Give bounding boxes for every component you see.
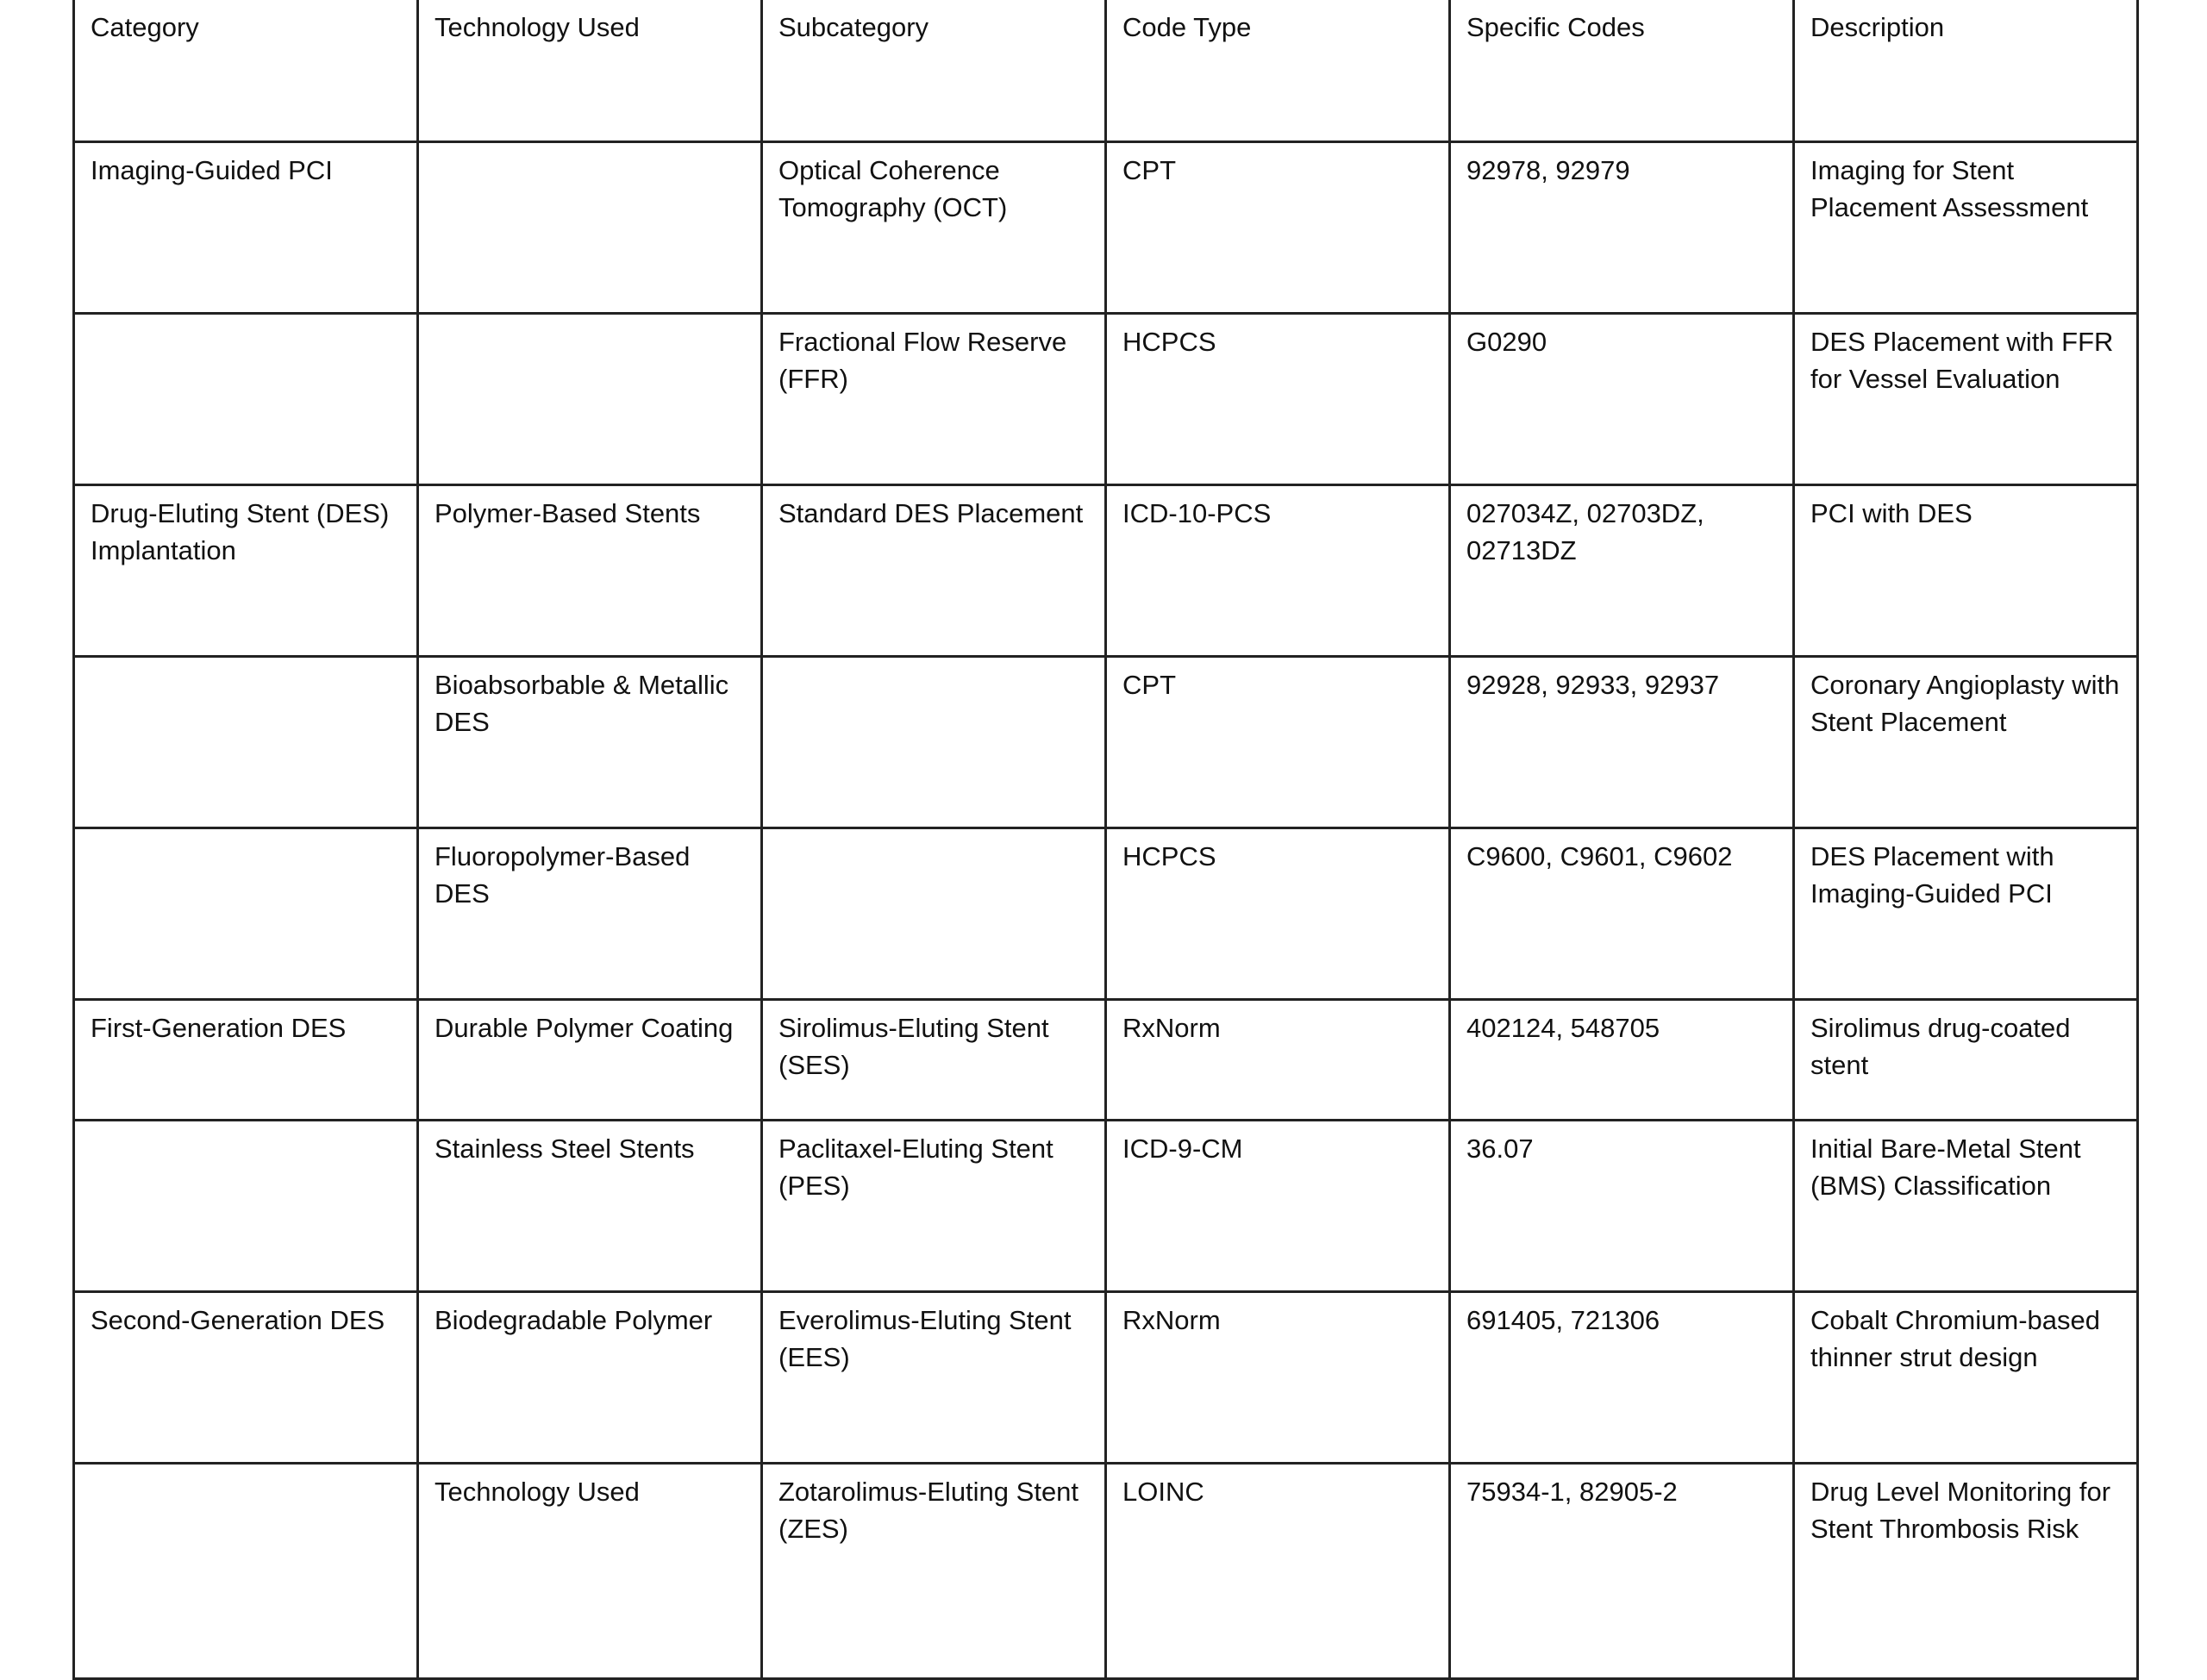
cell-description: Drug Level Monitoring for Stent Thrombosis Risk [1794,1463,2138,1678]
cell-description: Coronary Angioplasty with Stent Placement [1794,656,2138,828]
cell-subcategory: Sirolimus-Eluting Stent (SES) [762,999,1106,1120]
cell-category: Second-Generation DES [74,1291,418,1463]
header-description: Description [1794,0,2138,141]
cell-specific-codes: 027034Z, 02703DZ, 02713DZ [1450,484,1794,656]
cell-specific-codes: 92928, 92933, 92937 [1450,656,1794,828]
header-subcategory: Subcategory [762,0,1106,141]
table-row [74,1463,2138,1678]
table-row [74,1120,2138,1291]
cell-category: First-Generation DES [74,999,418,1120]
cell-category [74,1120,418,1291]
header-category: Category [74,0,418,141]
cell-code-type: CPT [1106,656,1450,828]
cell-specific-codes: 36.07 [1450,1120,1794,1291]
table-row [74,828,2138,999]
cell-code-type: RxNorm [1106,1291,1450,1463]
cell-technology-used: Biodegradable Polymer [418,1291,762,1463]
cell-subcategory: Optical Coherence Tomography (OCT) [762,141,1106,313]
header-specific-codes: Specific Codes [1450,0,1794,141]
cell-description: Initial Bare-Metal Stent (BMS) Classification [1794,1120,2138,1291]
cell-category [74,828,418,999]
cell-category [74,313,418,484]
cell-code-type: CPT [1106,141,1450,313]
cell-category [74,656,418,828]
cell-specific-codes: 75934-1, 82905-2 [1450,1463,1794,1678]
header-technology-used: Technology Used [418,0,762,141]
cell-technology-used [418,141,762,313]
cell-description: DES Placement with FFR for Vessel Evaluation [1794,313,2138,484]
cell-code-type: HCPCS [1106,313,1450,484]
cell-subcategory: Everolimus-Eluting Stent (EES) [762,1291,1106,1463]
cell-technology-used: Durable Polymer Coating [418,999,762,1120]
cell-technology-used: Stainless Steel Stents [418,1120,762,1291]
cell-description: PCI with DES [1794,484,2138,656]
cell-specific-codes: 92978, 92979 [1450,141,1794,313]
table-row [74,999,2138,1120]
cell-code-type: ICD-9-CM [1106,1120,1450,1291]
cell-specific-codes: C9600, C9601, C9602 [1450,828,1794,999]
cell-specific-codes: 691405, 721306 [1450,1291,1794,1463]
cell-code-type: ICD-10-PCS [1106,484,1450,656]
cell-description: DES Placement with Imaging-Guided PCI [1794,828,2138,999]
cell-subcategory: Zotarolimus-Eluting Stent (ZES) [762,1463,1106,1678]
header-code-type: Code Type [1106,0,1450,141]
table-row [74,484,2138,656]
cell-description: Cobalt Chromium-based thinner strut design [1794,1291,2138,1463]
cell-subcategory [762,828,1106,999]
table-row [74,656,2138,828]
cell-category: Imaging-Guided PCI [74,141,418,313]
header-row [74,0,2138,141]
cell-technology-used [418,313,762,484]
codes-table [72,0,2139,1680]
cell-description: Sirolimus drug-coated stent [1794,999,2138,1120]
cell-description: Imaging for Stent Placement Assessment [1794,141,2138,313]
cell-subcategory [762,656,1106,828]
cell-technology-used: Bioabsorbable & Metallic DES [418,656,762,828]
table-row [74,313,2138,484]
cell-technology-used: Technology Used [418,1463,762,1678]
cell-category [74,1463,418,1678]
cell-code-type: RxNorm [1106,999,1450,1120]
cell-technology-used: Fluoropolymer-Based DES [418,828,762,999]
table-row [74,1291,2138,1463]
table-row [74,141,2138,313]
cell-code-type: HCPCS [1106,828,1450,999]
cell-subcategory: Fractional Flow Reserve (FFR) [762,313,1106,484]
cell-specific-codes: G0290 [1450,313,1794,484]
cell-specific-codes: 402124, 548705 [1450,999,1794,1120]
cell-code-type: LOINC [1106,1463,1450,1678]
cell-subcategory: Standard DES Placement [762,484,1106,656]
cell-subcategory: Paclitaxel-Eluting Stent (PES) [762,1120,1106,1291]
cell-technology-used: Polymer-Based Stents [418,484,762,656]
cell-category: Drug-Eluting Stent (DES) Implantation [74,484,418,656]
